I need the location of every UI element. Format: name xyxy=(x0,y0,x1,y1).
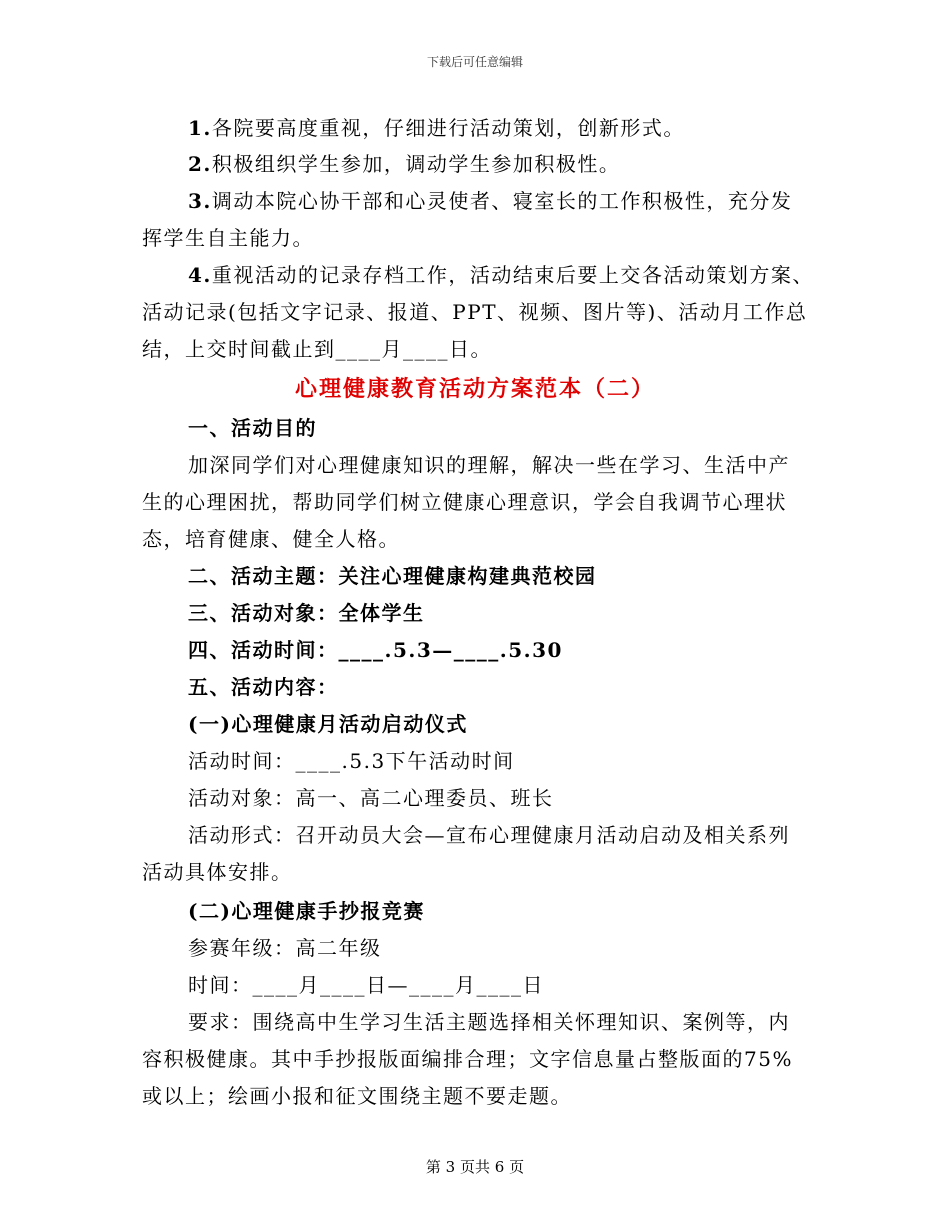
list-number: 1. xyxy=(188,116,212,140)
list-item-4 xyxy=(188,261,814,289)
heading-content: 五、活动内容： xyxy=(188,675,339,699)
paragraph-line: 生的心理困扰，帮助同学们树立健康心理意识，学会自我调节心理状 xyxy=(142,490,787,514)
list-number: 2. xyxy=(188,152,212,176)
detail-line: 容积极健康。其中手抄报版面编排合理；文字信息量占整版面的75% xyxy=(142,1047,793,1071)
paragraph-line: 态，培育健康、健全人格。 xyxy=(142,527,400,551)
detail-line: 活动对象：高一、高二心理委员、班长 xyxy=(188,786,554,810)
detail-line: 时间：____月____日—____月____日 xyxy=(188,973,544,997)
detail-line: 活动形式：召开动员大会—宣布心理健康月活动启动及相关系列 xyxy=(188,823,790,847)
list-item-1 xyxy=(188,114,685,142)
list-text: 调动本院心协干部和心灵使者、寝室长的工作积极性，充分发 xyxy=(211,189,793,213)
detail-line: 活动时间：____.5.3下午活动时间 xyxy=(188,749,515,773)
paragraph-line: 加深同学们对心理健康知识的理解，解决一些在学习、生活中产 xyxy=(188,453,790,477)
list-text: 重视活动的记录存档工作，活动结束后要上交各活动策划方案、 xyxy=(211,263,814,287)
heading-purpose: 一、活动目的 xyxy=(188,416,317,440)
detail-line: 活动具体安排。 xyxy=(142,860,293,884)
list-item-4-cont: 活动记录(包括文字记录、报道、PPT、视频、图片等)、活动月工作总 xyxy=(142,300,808,324)
list-number: 3. xyxy=(188,189,212,213)
detail-line: 或以上；绘画小报和征文围绕主题不要走题。 xyxy=(142,1084,572,1108)
heading-target: 三、活动对象：全体学生 xyxy=(188,601,425,625)
detail-line: 参赛年级：高二年级 xyxy=(188,936,382,960)
page-footer: 第 3 页共 6 页 xyxy=(425,1158,525,1176)
list-text: 各院要高度重视，仔细进行活动策划，创新形式。 xyxy=(211,116,685,140)
page-header: 下载后可任意编辑 xyxy=(426,55,523,69)
list-text: 积极组织学生参加，调动学生参加积极性。 xyxy=(211,152,621,176)
list-item-3 xyxy=(188,187,792,215)
heading-time: 四、活动时间：____.5.3—____.5.30 xyxy=(188,638,563,662)
subheading-launch: (一)心理健康月活动启动仪式 xyxy=(188,712,468,736)
subheading-contest: (二)心理健康手抄报竞赛 xyxy=(188,899,425,923)
list-item-2 xyxy=(188,150,620,178)
section-title: 心理健康教育活动方案范本（二） xyxy=(294,376,655,402)
detail-line: 要求：围绕高中生学习生活主题选择相关怀理知识、案例等，内 xyxy=(188,1010,790,1034)
list-item-3-cont: 挥学生自主能力。 xyxy=(142,226,314,250)
heading-theme: 二、活动主题：关注心理健康构建典范校园 xyxy=(188,564,597,588)
list-number: 4. xyxy=(188,263,212,287)
list-item-4-cont2: 结，上交时间截止到____月____日。 xyxy=(142,337,492,361)
